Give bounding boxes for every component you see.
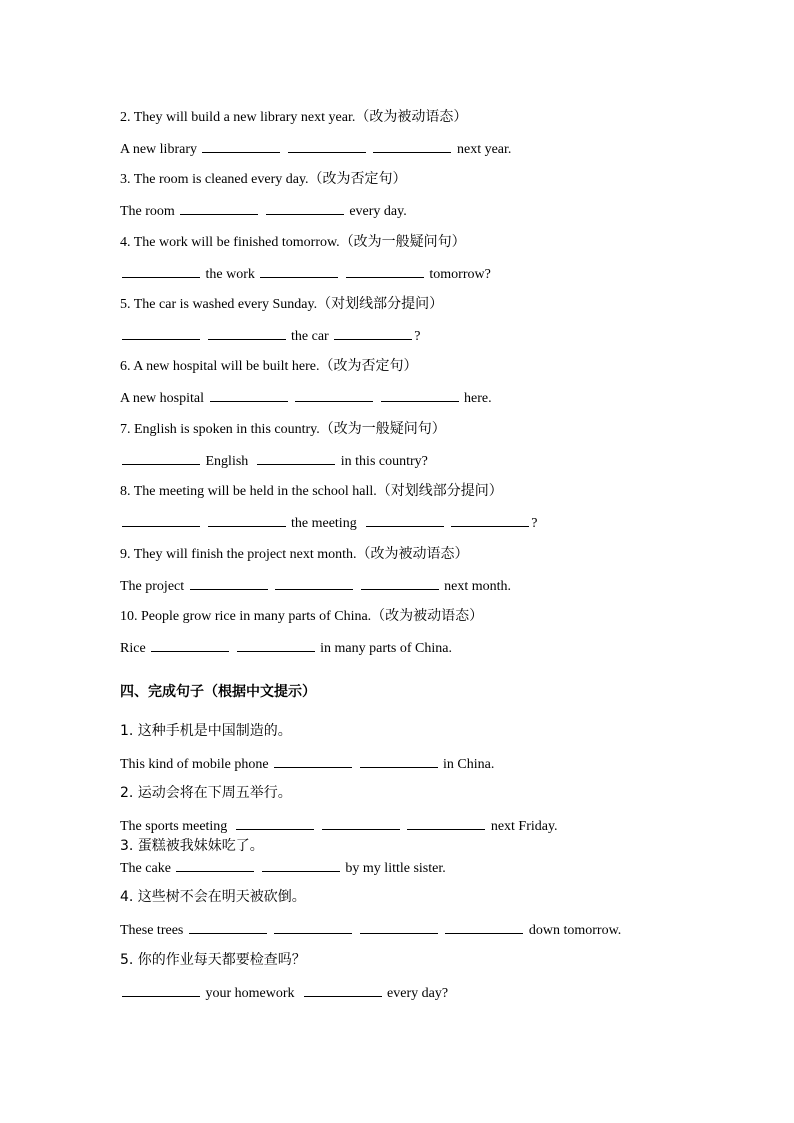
answer-s4-1: This kind of mobile phone in China. bbox=[120, 757, 495, 772]
blank[interactable] bbox=[122, 452, 200, 465]
blank[interactable] bbox=[266, 202, 344, 215]
blank[interactable] bbox=[236, 817, 314, 830]
prompt-2: 2. 运动会将在下周五举行。 bbox=[120, 785, 292, 801]
blank[interactable] bbox=[151, 639, 229, 652]
blank[interactable] bbox=[122, 327, 200, 340]
blank[interactable] bbox=[346, 265, 424, 278]
blank[interactable] bbox=[373, 140, 451, 153]
prompt-5: 5. 你的作业每天都要检查吗？ bbox=[120, 952, 306, 968]
blank[interactable] bbox=[295, 389, 373, 402]
blank[interactable] bbox=[360, 755, 438, 768]
blank[interactable] bbox=[262, 859, 340, 872]
question-5: 5. The car is washed every Sunday.（对划线部分提问） bbox=[120, 296, 444, 312]
blank[interactable] bbox=[190, 577, 268, 590]
blank[interactable] bbox=[275, 577, 353, 590]
blank[interactable] bbox=[334, 327, 412, 340]
answer-2: A new library next year. bbox=[120, 142, 512, 157]
question-6: 6. A new hospital will be built here.（改为否定句） bbox=[120, 358, 418, 374]
blank[interactable] bbox=[381, 389, 459, 402]
blank[interactable] bbox=[360, 921, 438, 934]
answer-s4-5: your homework every day? bbox=[120, 984, 448, 1003]
question-8: 8. The meeting will be held in the school hall.（对划线部分提问） bbox=[120, 483, 503, 499]
question-3: 3. The room is cleaned every day.（改为否定句） bbox=[120, 171, 407, 187]
blank[interactable] bbox=[407, 817, 485, 830]
answer-3: The room every day. bbox=[120, 204, 407, 219]
blank[interactable] bbox=[180, 202, 258, 215]
prompt-1: 1. 这种手机是中国制造的。 bbox=[120, 723, 292, 739]
answer-4: the work tomorrow? bbox=[120, 265, 491, 284]
question-4: 4. The work will be finished tomorrow.（改为一般疑问句） bbox=[120, 234, 466, 250]
section-heading: 四、完成句子（根据中文提示） bbox=[120, 684, 316, 700]
blank[interactable] bbox=[122, 514, 200, 527]
question-2: 2. They will build a new library next year.（改为被动语态） bbox=[120, 109, 468, 125]
blank[interactable] bbox=[257, 452, 335, 465]
answer-8: the meeting ? bbox=[120, 514, 537, 533]
blank[interactable] bbox=[322, 817, 400, 830]
answer-6: A new hospital here. bbox=[120, 391, 492, 406]
answer-10: Rice in many parts of China. bbox=[120, 641, 452, 656]
blank[interactable] bbox=[274, 755, 352, 768]
blank[interactable] bbox=[366, 514, 444, 527]
blank[interactable] bbox=[202, 140, 280, 153]
answer-7: English in this country? bbox=[120, 452, 428, 471]
blank[interactable] bbox=[208, 327, 286, 340]
blank[interactable] bbox=[210, 389, 288, 402]
blank[interactable] bbox=[122, 984, 200, 997]
blank[interactable] bbox=[260, 265, 338, 278]
answer-s4-2: The sports meeting next Friday. bbox=[120, 819, 558, 834]
blank[interactable] bbox=[451, 514, 529, 527]
blank[interactable] bbox=[176, 859, 254, 872]
answer-9: The project next month. bbox=[120, 579, 512, 594]
blank[interactable] bbox=[189, 921, 267, 934]
answer-s4-4: These trees down tomorrow. bbox=[120, 923, 622, 938]
question-10: 10. People grow rice in many parts of China.（改为被动语态） bbox=[120, 608, 484, 624]
blank[interactable] bbox=[361, 577, 439, 590]
answer-s4-3: The cake by my little sister. bbox=[120, 861, 446, 876]
blank[interactable] bbox=[122, 265, 200, 278]
blank[interactable] bbox=[445, 921, 523, 934]
blank[interactable] bbox=[304, 984, 382, 997]
answer-5: the car ? bbox=[120, 327, 420, 346]
blank[interactable] bbox=[288, 140, 366, 153]
blank[interactable] bbox=[208, 514, 286, 527]
question-7: 7. English is spoken in this country.（改为一般疑问句） bbox=[120, 421, 446, 437]
blank[interactable] bbox=[274, 921, 352, 934]
question-9: 9. They will finish the project next month.（改为被动语态） bbox=[120, 546, 469, 562]
blank[interactable] bbox=[237, 639, 315, 652]
prompt-3: 3. 蛋糕被我妹妹吃了。 bbox=[120, 838, 264, 854]
prompt-4: 4. 这些树不会在明天被砍倒。 bbox=[120, 889, 306, 905]
